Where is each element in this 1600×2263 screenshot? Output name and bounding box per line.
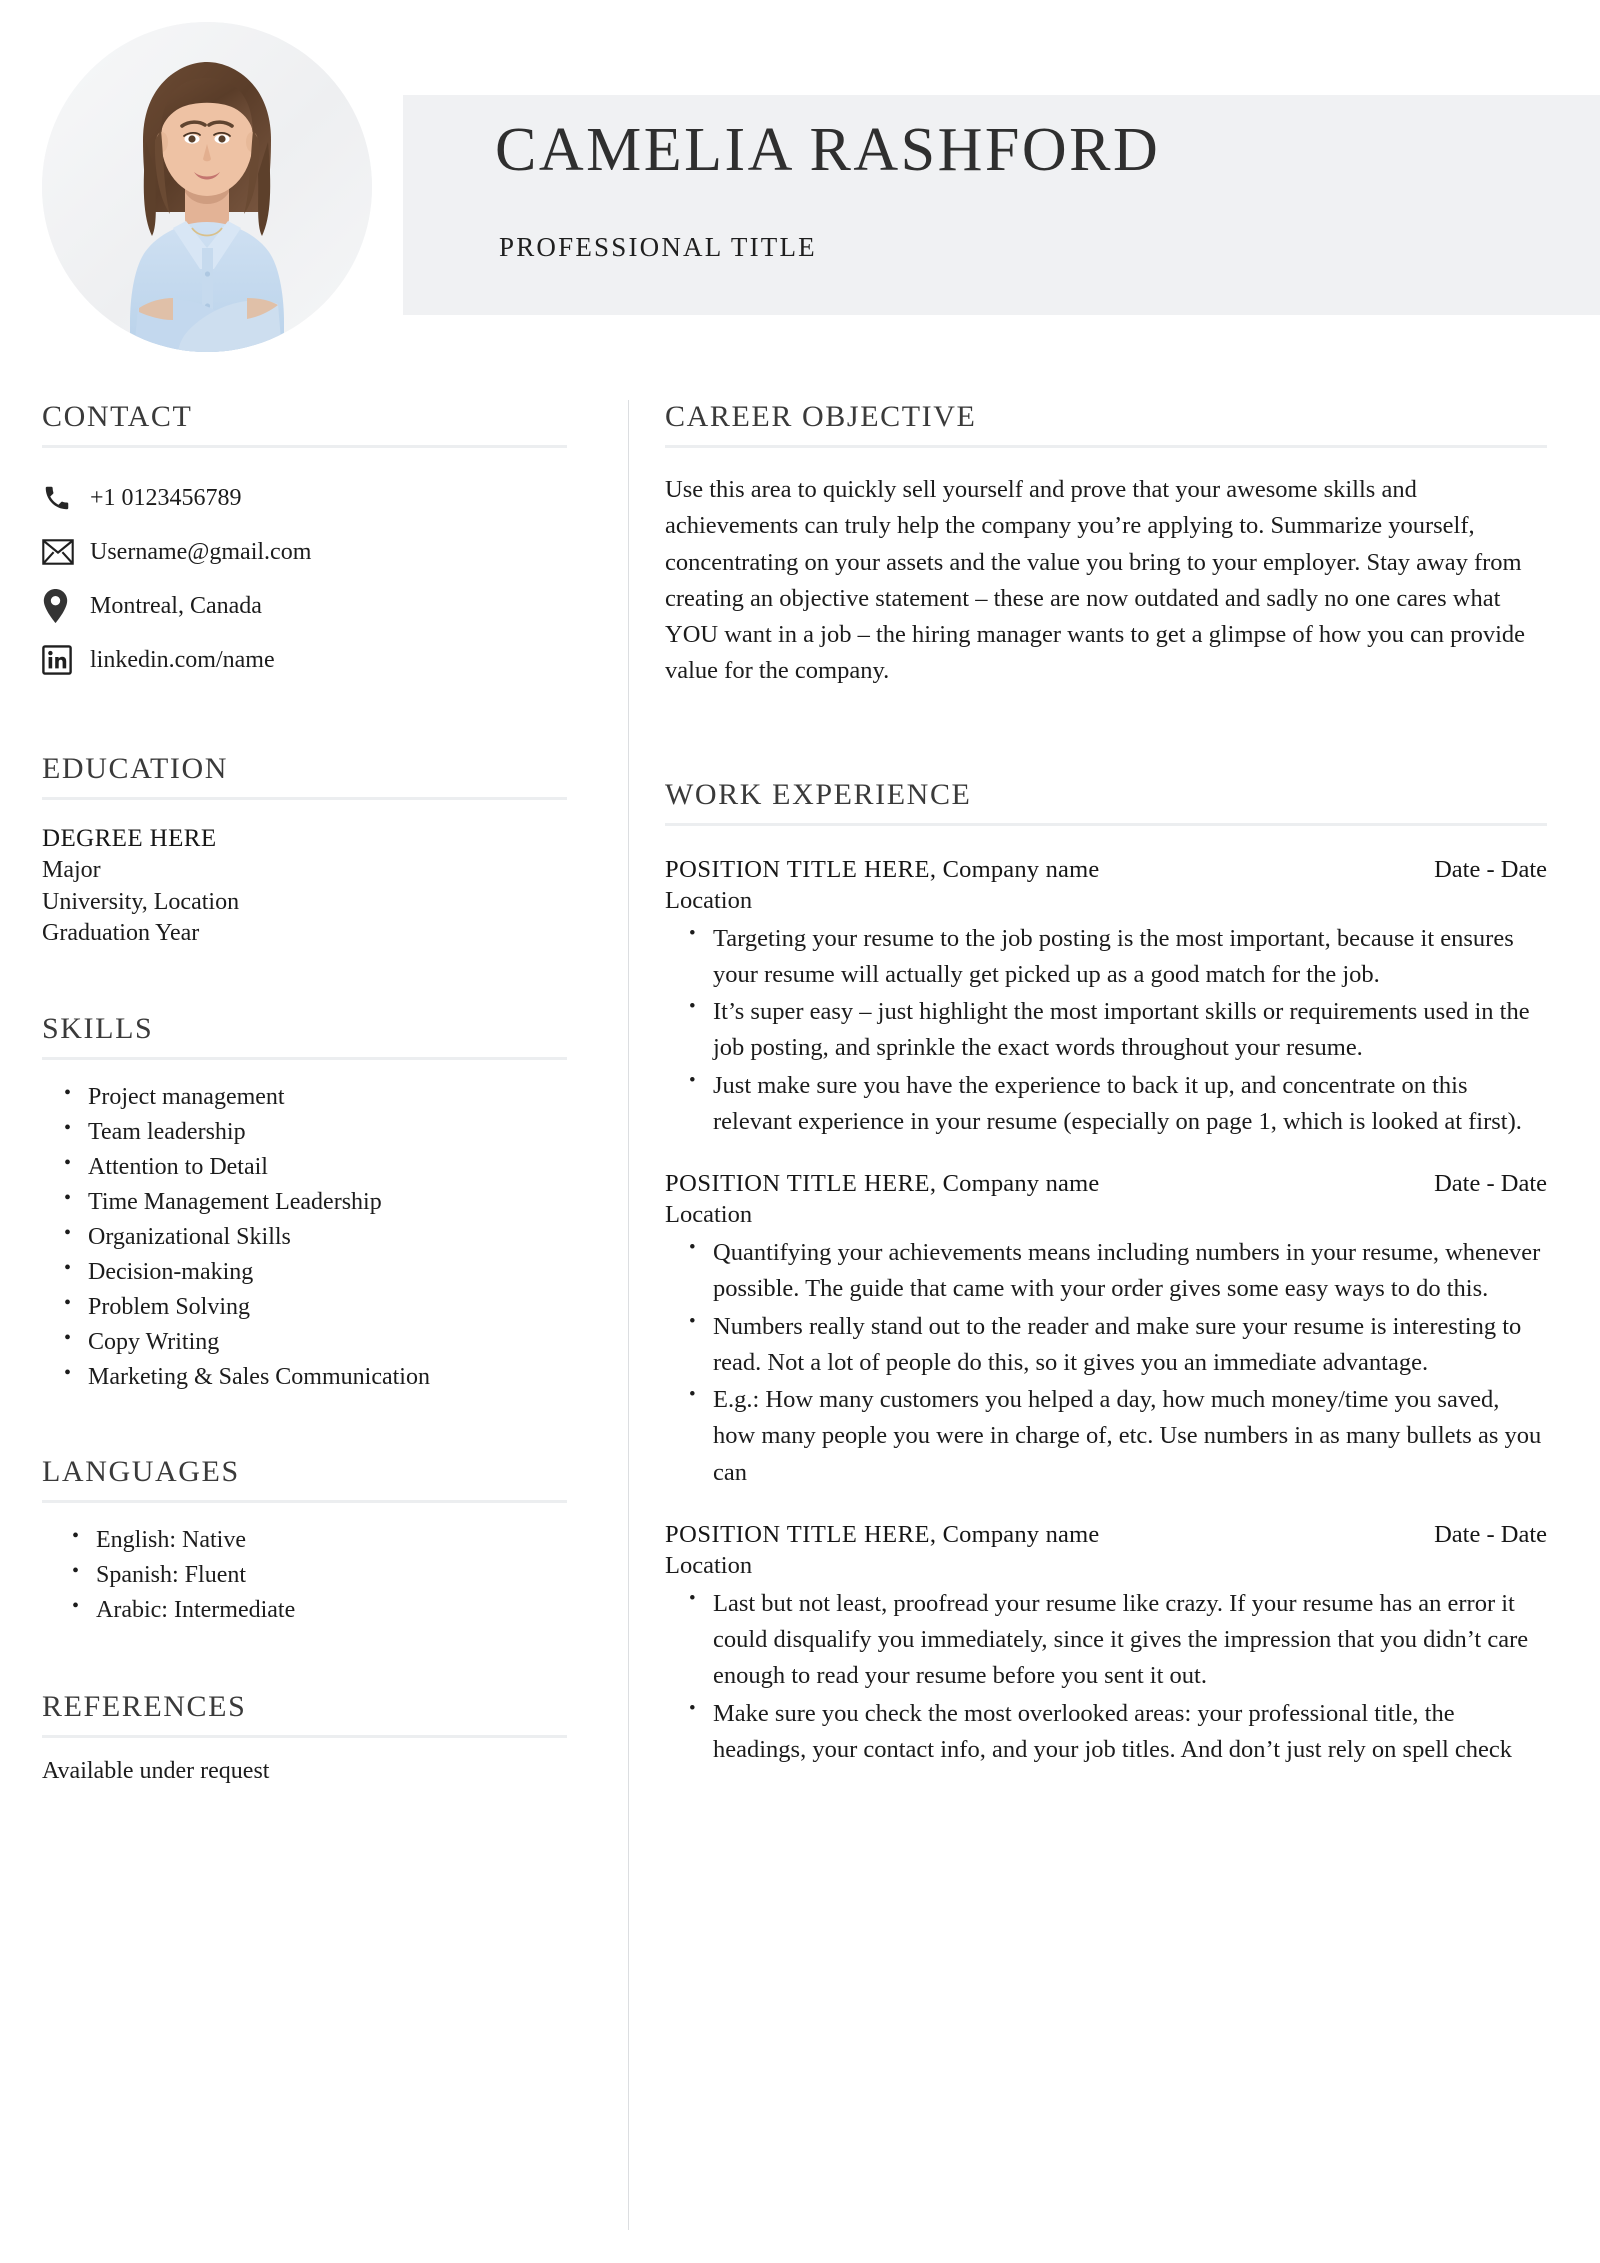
job-company: , Company name xyxy=(929,855,1100,883)
contact-value-email: Username@gmail.com xyxy=(90,538,312,565)
section-heading-references: REFERENCES xyxy=(42,1690,247,1724)
sidebar xyxy=(42,400,567,1785)
list-item: • Quantifying your achievements means including numbers in your resume, whenever possible. The guide that came with your order gives some easy ways to do this. xyxy=(713,1235,1547,1308)
list-item: • Spanish: Fluent xyxy=(94,1558,567,1593)
education-degree: DEGREE HERE xyxy=(42,825,217,852)
section-rule xyxy=(42,1735,567,1738)
references-text: Available under request xyxy=(42,1758,270,1785)
job-title-company xyxy=(665,1521,1099,1549)
section-rule xyxy=(42,1500,567,1503)
section-heading-work: WORK EXPERIENCE xyxy=(665,777,972,811)
list-item: • Last but not least, proofread your resume like crazy. If your resume has an error it could disqualify you immediately, since it gives the impression that you didn’t care enough to read your resume before you sent it out. xyxy=(713,1586,1547,1695)
linkedin-icon xyxy=(42,645,88,675)
list-item: • Marketing & Sales Communication xyxy=(86,1360,567,1395)
education-year: Graduation Year xyxy=(42,920,200,947)
job-bullet-list xyxy=(665,1235,1547,1491)
portrait-photo-icon xyxy=(42,22,372,352)
job-bullet-list xyxy=(665,1586,1547,1768)
list-item: • E.g.: How many customers you helped a day, how much money/time you saved, how many people you were in charge of, etc. Use numbers in as many bullets as you can xyxy=(713,1382,1547,1491)
section-contact xyxy=(42,400,567,684)
list-item: • Attention to Detail xyxy=(86,1150,567,1185)
job-title-company xyxy=(665,1170,1099,1198)
job-bullet-list xyxy=(665,921,1547,1141)
section-heading-objective: CAREER OBJECTIVE xyxy=(665,400,977,433)
section-rule xyxy=(665,823,1547,826)
section-heading-languages: LANGUAGES xyxy=(42,1455,240,1489)
name-banner xyxy=(403,95,1600,315)
professional-title: PROFESSIONAL TITLE xyxy=(499,232,817,262)
skills-list xyxy=(42,1080,567,1395)
section-education xyxy=(42,752,567,950)
list-item: • Organizational Skills xyxy=(86,1220,567,1255)
list-item: • Project management xyxy=(86,1080,567,1115)
list-item: • Decision-making xyxy=(86,1255,567,1290)
section-languages xyxy=(42,1455,567,1628)
job-position: POSITION TITLE HERE xyxy=(665,1170,930,1197)
job-entry xyxy=(665,1170,1547,1491)
education-university: University, Location xyxy=(42,888,240,915)
list-item: • Problem Solving xyxy=(86,1290,567,1325)
section-heading-education: EDUCATION xyxy=(42,752,229,785)
job-company: , Company name xyxy=(929,1170,1100,1197)
education-entry xyxy=(42,822,567,950)
section-rule xyxy=(42,797,567,800)
section-career-objective xyxy=(665,400,1547,690)
list-item: • Targeting your resume to the job posting is the most important, because it ensures your resume will actually get picked up as a good match for the job. xyxy=(713,921,1547,994)
resume-header xyxy=(0,0,1600,380)
list-item: • Copy Writing xyxy=(86,1325,567,1360)
section-rule xyxy=(665,445,1547,448)
contact-value-location: Montreal, Canada xyxy=(90,592,262,619)
section-work-experience xyxy=(665,778,1547,1769)
phone-icon xyxy=(42,483,88,513)
job-entry xyxy=(665,1521,1547,1768)
column-divider xyxy=(628,400,629,2230)
section-heading-contact: CONTACT xyxy=(42,400,193,433)
job-headline xyxy=(665,1521,1547,1549)
contact-value-phone: +1 0123456789 xyxy=(90,484,242,511)
section-references xyxy=(42,1690,567,1785)
job-position: POSITION TITLE HERE xyxy=(665,1520,930,1548)
envelope-icon xyxy=(42,539,88,565)
contact-item-linkedin[interactable] xyxy=(42,636,567,684)
job-position: POSITION TITLE HERE xyxy=(665,855,930,883)
section-rule xyxy=(42,445,567,448)
job-company: , Company name xyxy=(929,1520,1100,1548)
page-title: CAMELIA RASHFORD xyxy=(495,116,1161,184)
job-location: Location xyxy=(665,1201,753,1228)
contact-item-email[interactable] xyxy=(42,528,567,576)
list-item: • Numbers really stand out to the reader and make sure your resume is interesting to read. Not a lot of people do this, so it gives you an immediate advantage. xyxy=(713,1309,1547,1382)
list-item: • It’s super easy – just highlight the most important skills or requirements used in the job posting, and sprinkle the exact words throughout your resume. xyxy=(713,994,1547,1067)
list-item: • English: Native xyxy=(94,1523,567,1558)
section-rule xyxy=(42,1057,567,1060)
contact-item-location[interactable] xyxy=(42,582,567,630)
job-dates: Date - Date xyxy=(1434,1170,1547,1197)
list-item: • Arabic: Intermediate xyxy=(94,1593,567,1628)
job-location: Location xyxy=(665,1551,753,1579)
list-item: • Time Management Leadership xyxy=(86,1185,567,1220)
education-major: Major xyxy=(42,857,101,883)
languages-list xyxy=(42,1523,567,1628)
avatar xyxy=(42,22,372,352)
job-headline xyxy=(665,1170,1547,1198)
contact-list xyxy=(42,474,567,684)
job-entry xyxy=(665,856,1547,1141)
resume-body xyxy=(0,400,1600,2263)
job-dates: Date - Date xyxy=(1434,855,1547,883)
list-item: • Make sure you check the most overlooked areas: your professional title, the headings, your contact info, and your job titles. And don’t just rely on spell check xyxy=(713,1696,1547,1769)
section-heading-skills: SKILLS xyxy=(42,1012,154,1046)
list-item: • Just make sure you have the experience to back it up, and concentrate on this relevant experience in your resume (especially on page 1, which is looked at first). xyxy=(713,1068,1547,1141)
section-skills xyxy=(42,1012,567,1395)
objective-paragraph: Use this area to quickly sell yourself and prove that your awesome skills and achievements can truly help the company you’re applying to. Summarize yourself, concentrating on your assets and the value you bring to your employer. Stay away from creating an objective statement – these are now outdated and sadly no one cares what YOU want in a job – the hiring manager wants to get a glimpse of how you can provide value for the company. xyxy=(665,476,1526,685)
contact-item-phone[interactable] xyxy=(42,474,567,522)
job-dates: Date - Date xyxy=(1434,1520,1547,1548)
list-item: • Team leadership xyxy=(86,1115,567,1150)
job-location: Location xyxy=(665,886,753,914)
main-content xyxy=(665,400,1547,1769)
job-headline xyxy=(665,856,1547,884)
location-pin-icon xyxy=(42,589,88,623)
contact-value-linkedin: linkedin.com/name xyxy=(90,646,275,673)
job-title-company xyxy=(665,856,1099,884)
